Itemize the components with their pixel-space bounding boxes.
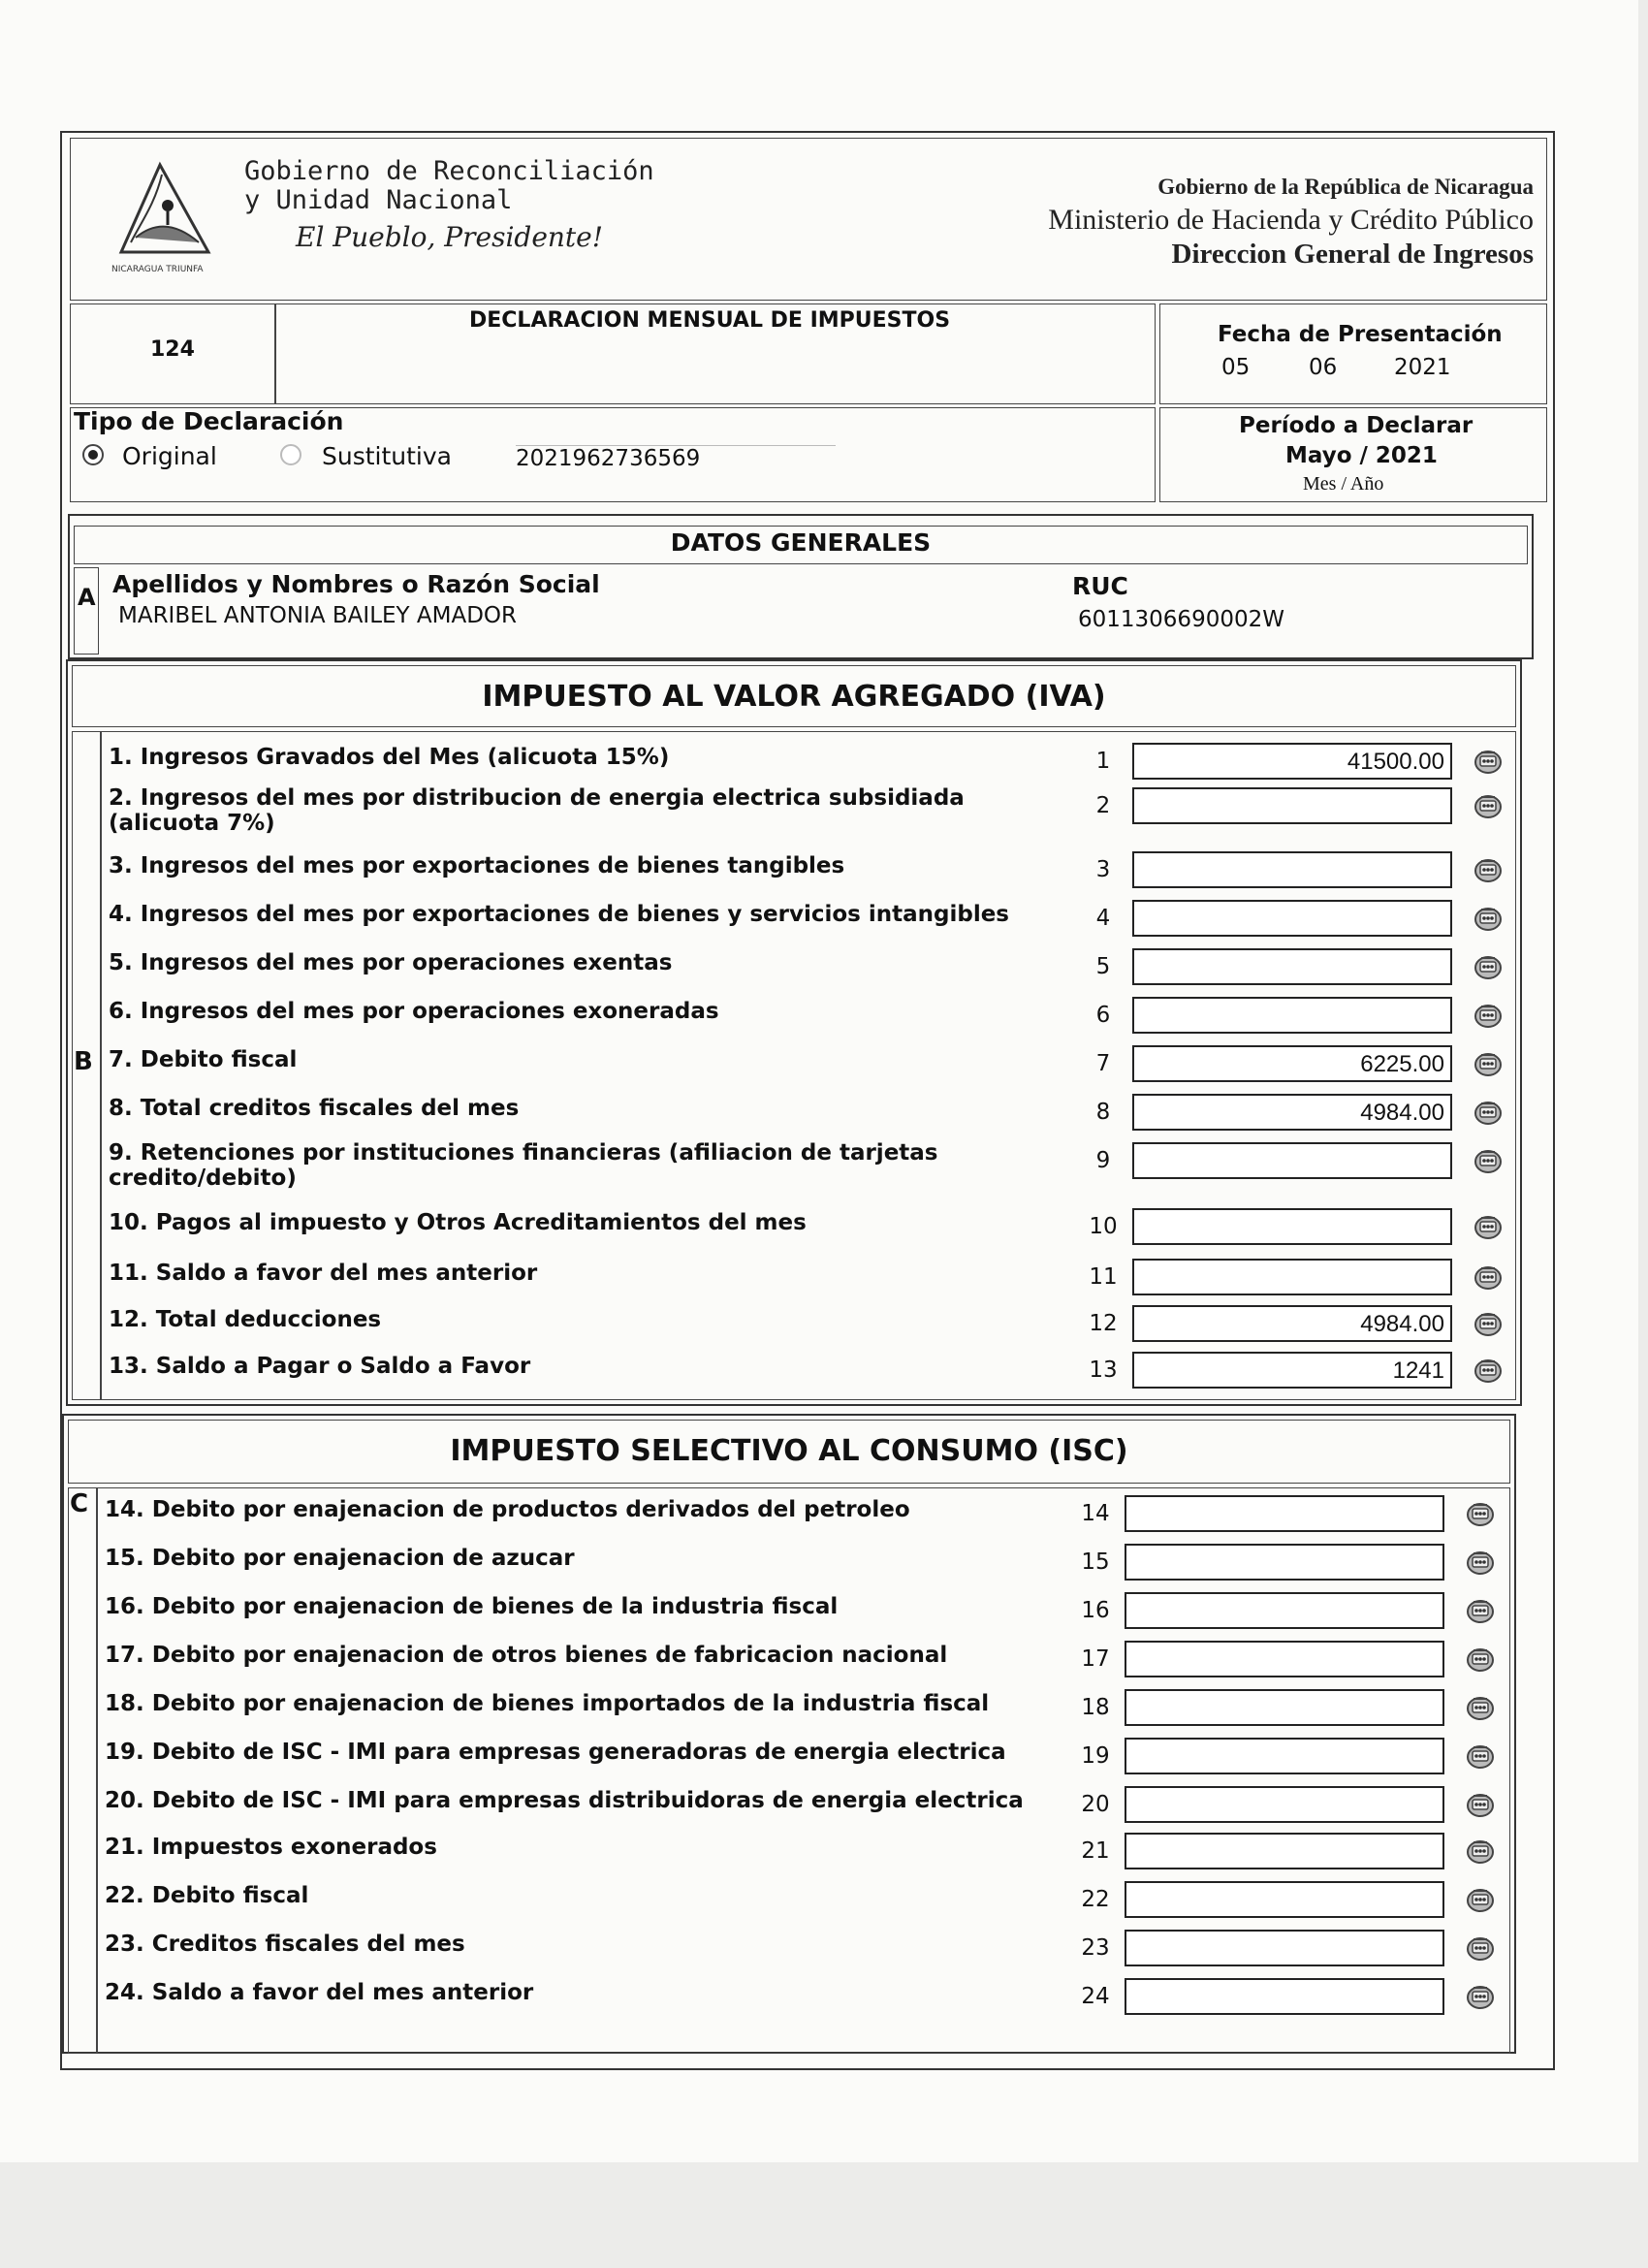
iva-row-number-12: 12 (1089, 1311, 1118, 1336)
calculator-icon[interactable] (1464, 1643, 1497, 1676)
iva-title: IMPUESTO AL VALOR AGREGADO (IVA) (482, 680, 1106, 714)
calculator-icon[interactable] (1472, 1261, 1505, 1294)
periodo-label: Período a Declarar (1239, 413, 1474, 438)
calculator-icon[interactable] (1472, 902, 1505, 935)
calculator-icon[interactable] (1472, 1307, 1505, 1340)
radio-original-icon[interactable] (81, 443, 105, 466)
calculator-icon[interactable] (1472, 1096, 1505, 1129)
isc-row-input-15[interactable] (1125, 1544, 1444, 1581)
form-title: DECLARACION MENSUAL DE IMPUESTOS (469, 308, 951, 333)
isc-row-input-18[interactable] (1125, 1689, 1444, 1726)
iva-row-label-3: 3. Ingresos del mes por exportaciones de bienes tangibles (109, 853, 845, 878)
datos-generales-header (74, 526, 1528, 564)
calculator-icon[interactable] (1464, 1594, 1497, 1627)
isc-row-input-19[interactable] (1125, 1738, 1444, 1774)
iva-row-label-11: 11. Saldo a favor del mes anterior (109, 1261, 538, 1286)
iva-row-number-1: 1 (1095, 749, 1111, 774)
gov-line-1: Gobierno de Reconciliación (244, 156, 654, 186)
fecha-month: 06 (1309, 355, 1338, 380)
isc-row-input-24[interactable] (1125, 1978, 1444, 2015)
calculator-icon[interactable] (1464, 1788, 1497, 1821)
iva-row-label-1: 1. Ingresos Gravados del Mes (alicuota 15%) (109, 745, 670, 770)
slogan-signature: El Pueblo, Presidente! (296, 221, 603, 253)
calculator-icon[interactable] (1464, 1740, 1497, 1773)
calculator-icon[interactable] (1464, 1980, 1497, 2013)
republic-line: Gobierno de la República de Nicaragua (1157, 175, 1534, 199)
fecha-label: Fecha de Presentación (1218, 322, 1503, 347)
isc-row-number-23: 23 (1081, 1935, 1110, 1961)
calculator-icon[interactable] (1472, 1354, 1505, 1387)
isc-row-number-19: 19 (1081, 1743, 1110, 1769)
ministry-block (1048, 175, 1534, 271)
original-label: Original (122, 442, 217, 470)
isc-row-input-16[interactable] (1125, 1592, 1444, 1629)
isc-row-label-24: 24. Saldo a favor del mes anterior (105, 1980, 534, 2005)
isc-row-number-15: 15 (1081, 1549, 1110, 1575)
iva-row-input-3[interactable] (1132, 851, 1452, 888)
periodo-unit: Mes / Año (1303, 473, 1384, 495)
calculator-icon[interactable] (1464, 1497, 1497, 1530)
iva-row-label-12: 12. Total deducciones (109, 1307, 382, 1332)
iva-row-label-5: 5. Ingresos del mes por operaciones exentas (109, 950, 673, 975)
ministry-line: Ministerio de Hacienda y Crédito Público (1048, 204, 1534, 236)
isc-row-input-17[interactable] (1125, 1641, 1444, 1677)
iva-row-label-2: 2. Ingresos del mes por distribucion de energia electrica subsidiada (alicuota 7%) (109, 785, 965, 836)
form-number: 124 (150, 337, 195, 362)
calculator-icon[interactable] (1464, 1883, 1497, 1916)
isc-row-number-18: 18 (1081, 1695, 1110, 1720)
section-a-cell (74, 567, 99, 655)
calculator-icon[interactable] (1464, 1835, 1497, 1868)
direction-line: Direccion General de Ingresos (1171, 239, 1534, 270)
fecha-day: 05 (1221, 355, 1251, 380)
iva-row-input-10[interactable] (1132, 1208, 1452, 1245)
calculator-icon[interactable] (1472, 1210, 1505, 1243)
iva-row-input-4[interactable] (1132, 900, 1452, 937)
iva-header (72, 665, 1516, 727)
iva-row-label-6: 6. Ingresos del mes por operaciones exoneradas (109, 999, 719, 1024)
isc-row-label-15: 15. Debito por enajenacion de azucar (105, 1546, 575, 1571)
ruc-value: 6011306690002W (1078, 607, 1284, 632)
iva-row-label-13: 13. Saldo a Pagar o Saldo a Favor (109, 1354, 531, 1379)
isc-row-input-23[interactable] (1125, 1930, 1444, 1966)
isc-row-number-24: 24 (1081, 1984, 1110, 2009)
name-label: Apellidos y Nombres o Razón Social (112, 570, 600, 598)
declaration-number-field[interactable]: 2021962736569 (516, 445, 836, 471)
iva-row-input-11[interactable] (1132, 1259, 1452, 1295)
tipo-label: Tipo de Declaración (74, 407, 344, 435)
iva-row-input-8[interactable]: 4984.00 (1132, 1094, 1452, 1131)
calculator-icon[interactable] (1464, 1691, 1497, 1724)
iva-row-label-10: 10. Pagos al impuesto y Otros Acreditamientos del mes (109, 1210, 807, 1235)
iva-row-input-12[interactable]: 4984.00 (1132, 1305, 1452, 1342)
calculator-icon[interactable] (1472, 745, 1505, 778)
iva-row-number-13: 13 (1089, 1358, 1118, 1383)
iva-row-number-9: 9 (1095, 1148, 1111, 1173)
name-value: MARIBEL ANTONIA BAILEY AMADOR (118, 603, 518, 628)
iva-row-input-13[interactable]: 1241 (1132, 1352, 1452, 1389)
iva-row-input-7[interactable]: 6225.00 (1132, 1045, 1452, 1082)
calculator-icon[interactable] (1464, 1932, 1497, 1965)
section-c-cell (68, 1487, 97, 2054)
isc-row-number-17: 17 (1081, 1646, 1110, 1672)
isc-row-label-23: 23. Creditos fiscales del mes (105, 1932, 465, 1957)
radio-sustitutiva-icon[interactable] (279, 443, 302, 466)
iva-row-input-6[interactable] (1132, 997, 1452, 1034)
government-emblem-icon (102, 145, 228, 281)
isc-row-label-14: 14. Debito por enajenacion de productos derivados del petroleo (105, 1497, 910, 1522)
isc-title: IMPUESTO SELECTIVO AL CONSUMO (ISC) (450, 1434, 1128, 1468)
calculator-icon[interactable] (1472, 950, 1505, 983)
calculator-icon[interactable] (1472, 999, 1505, 1032)
isc-row-label-18: 18. Debito por enajenacion de bienes importados de la industria fiscal (105, 1691, 990, 1716)
iva-row-number-10: 10 (1089, 1214, 1118, 1239)
datos-generales-title: DATOS GENERALES (670, 528, 932, 557)
section-c-letter: C (70, 1489, 89, 1518)
isc-row-input-21[interactable] (1125, 1833, 1444, 1869)
calculator-icon[interactable] (1472, 1144, 1505, 1177)
iva-row-input-5[interactable] (1132, 948, 1452, 985)
calculator-icon[interactable] (1464, 1546, 1497, 1579)
isc-row-input-20[interactable] (1125, 1786, 1444, 1823)
calculator-icon[interactable] (1472, 853, 1505, 886)
isc-row-number-16: 16 (1081, 1598, 1110, 1623)
iva-row-input-2[interactable] (1132, 787, 1452, 824)
iva-row-number-6: 6 (1095, 1003, 1111, 1028)
iva-row-label-7: 7. Debito fiscal (109, 1047, 298, 1072)
iva-row-number-5: 5 (1095, 954, 1111, 979)
isc-header (68, 1420, 1510, 1484)
section-b-letter: B (74, 1047, 93, 1076)
periodo-value: Mayo / 2021 (1285, 443, 1438, 468)
fecha-year: 2021 (1394, 355, 1451, 380)
fecha-box (1159, 303, 1547, 404)
ruc-label: RUC (1072, 572, 1128, 600)
iva-row-number-2: 2 (1095, 793, 1111, 818)
iva-row-input-1[interactable]: 41500.00 (1132, 743, 1452, 780)
iva-row-number-11: 11 (1089, 1264, 1118, 1290)
calculator-icon[interactable] (1472, 789, 1505, 822)
isc-row-number-21: 21 (1081, 1838, 1110, 1864)
gov-line-2: y Unidad Nacional (244, 185, 513, 215)
sustitutiva-label: Sustitutiva (322, 442, 452, 470)
iva-row-input-9[interactable] (1132, 1142, 1452, 1179)
isc-row-label-19: 19. Debito de ISC - IMI para empresas generadoras de energia electrica (105, 1740, 1006, 1765)
iva-row-label-8: 8. Total creditos fiscales del mes (109, 1096, 520, 1121)
iva-row-number-4: 4 (1095, 906, 1111, 931)
isc-row-number-20: 20 (1081, 1792, 1110, 1817)
iva-row-number-7: 7 (1095, 1051, 1111, 1076)
isc-row-number-22: 22 (1081, 1887, 1110, 1912)
government-name (244, 157, 654, 215)
iva-row-label-9: 9. Retenciones por instituciones financieras (afiliacion de tarjetas credito/debito) (109, 1140, 938, 1191)
isc-row-label-16: 16. Debito por enajenacion de bienes de la industria fiscal (105, 1594, 839, 1619)
isc-row-number-14: 14 (1081, 1501, 1110, 1526)
calculator-icon[interactable] (1472, 1047, 1505, 1080)
section-a-letter: A (78, 584, 96, 611)
iva-row-label-4: 4. Ingresos del mes por exportaciones de bienes y servicios intangibles (109, 902, 1009, 927)
isc-row-label-21: 21. Impuestos exonerados (105, 1835, 437, 1860)
iva-row-number-3: 3 (1095, 857, 1111, 882)
iva-row-number-8: 8 (1095, 1100, 1111, 1125)
isc-row-input-14[interactable] (1125, 1495, 1444, 1532)
isc-row-input-22[interactable] (1125, 1881, 1444, 1918)
isc-row-label-20: 20. Debito de ISC - IMI para empresas distribuidoras de energia electrica (105, 1788, 1024, 1813)
isc-row-label-22: 22. Debito fiscal (105, 1883, 309, 1908)
isc-row-label-17: 17. Debito por enajenacion de otros bienes de fabricacion nacional (105, 1643, 948, 1668)
svg-text:NICARAGUA TRIUNFA: NICARAGUA TRIUNFA (111, 265, 204, 274)
